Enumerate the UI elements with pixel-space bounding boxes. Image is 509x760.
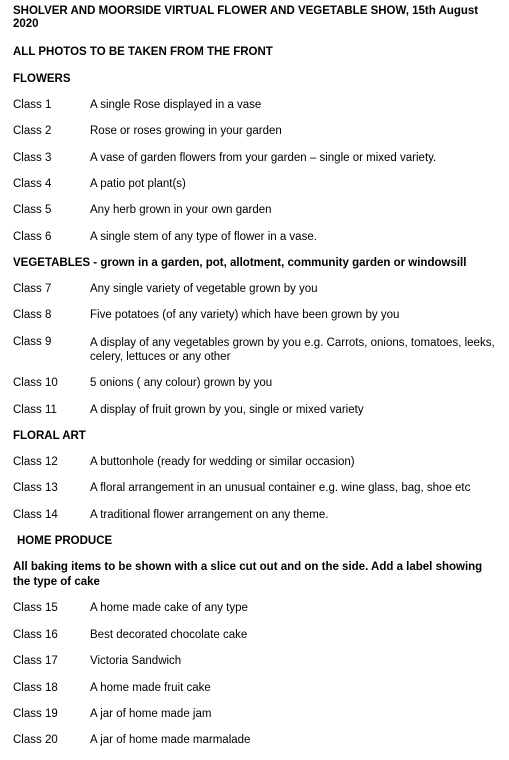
class-label: Class 20 bbox=[13, 734, 58, 746]
vegetables-subheading: - grown in a garden, pot, allotment, community garden or windowsill bbox=[90, 257, 467, 269]
class-label: Class 8 bbox=[13, 309, 52, 321]
class-label: Class 19 bbox=[13, 708, 58, 720]
class-label: Class 3 bbox=[13, 152, 52, 164]
class-description: A single stem of any type of flower in a vase. bbox=[90, 231, 317, 243]
baking-instruction: All baking items to be shown with a slice cut out and on the side. Add a label showing the type of cake bbox=[13, 561, 483, 588]
class-label: Class 11 bbox=[13, 404, 57, 416]
class-label: Class 1 bbox=[13, 99, 52, 111]
class-label: Class 2 bbox=[13, 125, 52, 137]
section-heading-flowers: FLOWERS bbox=[13, 73, 71, 85]
class-description: A home made cake of any type bbox=[90, 602, 248, 614]
class-description: A jar of home made marmalade bbox=[90, 734, 251, 746]
class-description: Victoria Sandwich bbox=[90, 655, 182, 667]
section-heading-home-produce: HOME PRODUCE bbox=[17, 535, 113, 547]
section-heading-floral-art: FLORAL ART bbox=[13, 430, 86, 442]
class-label: Class 9 bbox=[13, 336, 52, 348]
class-description: A floral arrangement in an unusual container e.g. wine glass, bag, shoe etc bbox=[90, 482, 471, 494]
class-label: Class 10 bbox=[13, 377, 58, 389]
class-label: Class 18 bbox=[13, 682, 58, 694]
page-title: SHOLVER AND MOORSIDE VIRTUAL FLOWER AND VEGETABLE SHOW, 15th August 2020 bbox=[13, 5, 479, 30]
class-description: A home made fruit cake bbox=[90, 682, 211, 694]
class-label: Class 13 bbox=[13, 482, 58, 494]
class-label: Class 6 bbox=[13, 231, 52, 243]
class-label: Class 5 bbox=[13, 204, 52, 216]
class-description: A single Rose displayed in a vase bbox=[90, 99, 262, 111]
class-label: Class 15 bbox=[13, 602, 58, 614]
class-label: Class 17 bbox=[13, 655, 58, 667]
class-label: Class 14 bbox=[13, 509, 58, 521]
photo-instruction: ALL PHOTOS TO BE TAKEN FROM THE FRONT bbox=[13, 46, 273, 58]
section-heading-vegetables bbox=[13, 257, 466, 269]
class-description: A vase of garden flowers from your garden – single or mixed variety. bbox=[90, 152, 437, 164]
class-description: Best decorated chocolate cake bbox=[90, 629, 248, 641]
class-description: A display of any vegetables grown by you e.g. Carrots, onions, tomatoes, leeks, celery, lettuces or any other bbox=[90, 337, 495, 363]
class-description: Rose or roses growing in your garden bbox=[90, 125, 282, 137]
class-label: Class 7 bbox=[13, 283, 52, 295]
class-description: A jar of home made jam bbox=[90, 708, 212, 720]
class-description: Any single variety of vegetable grown by you bbox=[90, 283, 318, 295]
class-description: A patio pot plant(s) bbox=[90, 178, 186, 190]
vegetables-heading: VEGETABLES bbox=[13, 257, 91, 269]
class-description: A display of fruit grown by you, single or mixed variety bbox=[90, 404, 364, 416]
class-description: 5 onions ( any colour) grown by you bbox=[90, 377, 273, 389]
class-description: Five potatoes (of any variety) which have been grown by you bbox=[90, 309, 400, 321]
class-description: Any herb grown in your own garden bbox=[90, 204, 272, 216]
class-label: Class 12 bbox=[13, 456, 58, 468]
class-description: A traditional flower arrangement on any theme. bbox=[90, 509, 329, 521]
class-label: Class 16 bbox=[13, 629, 58, 641]
class-description: A buttonhole (ready for wedding or similar occasion) bbox=[90, 456, 355, 468]
class-label: Class 4 bbox=[13, 178, 52, 190]
